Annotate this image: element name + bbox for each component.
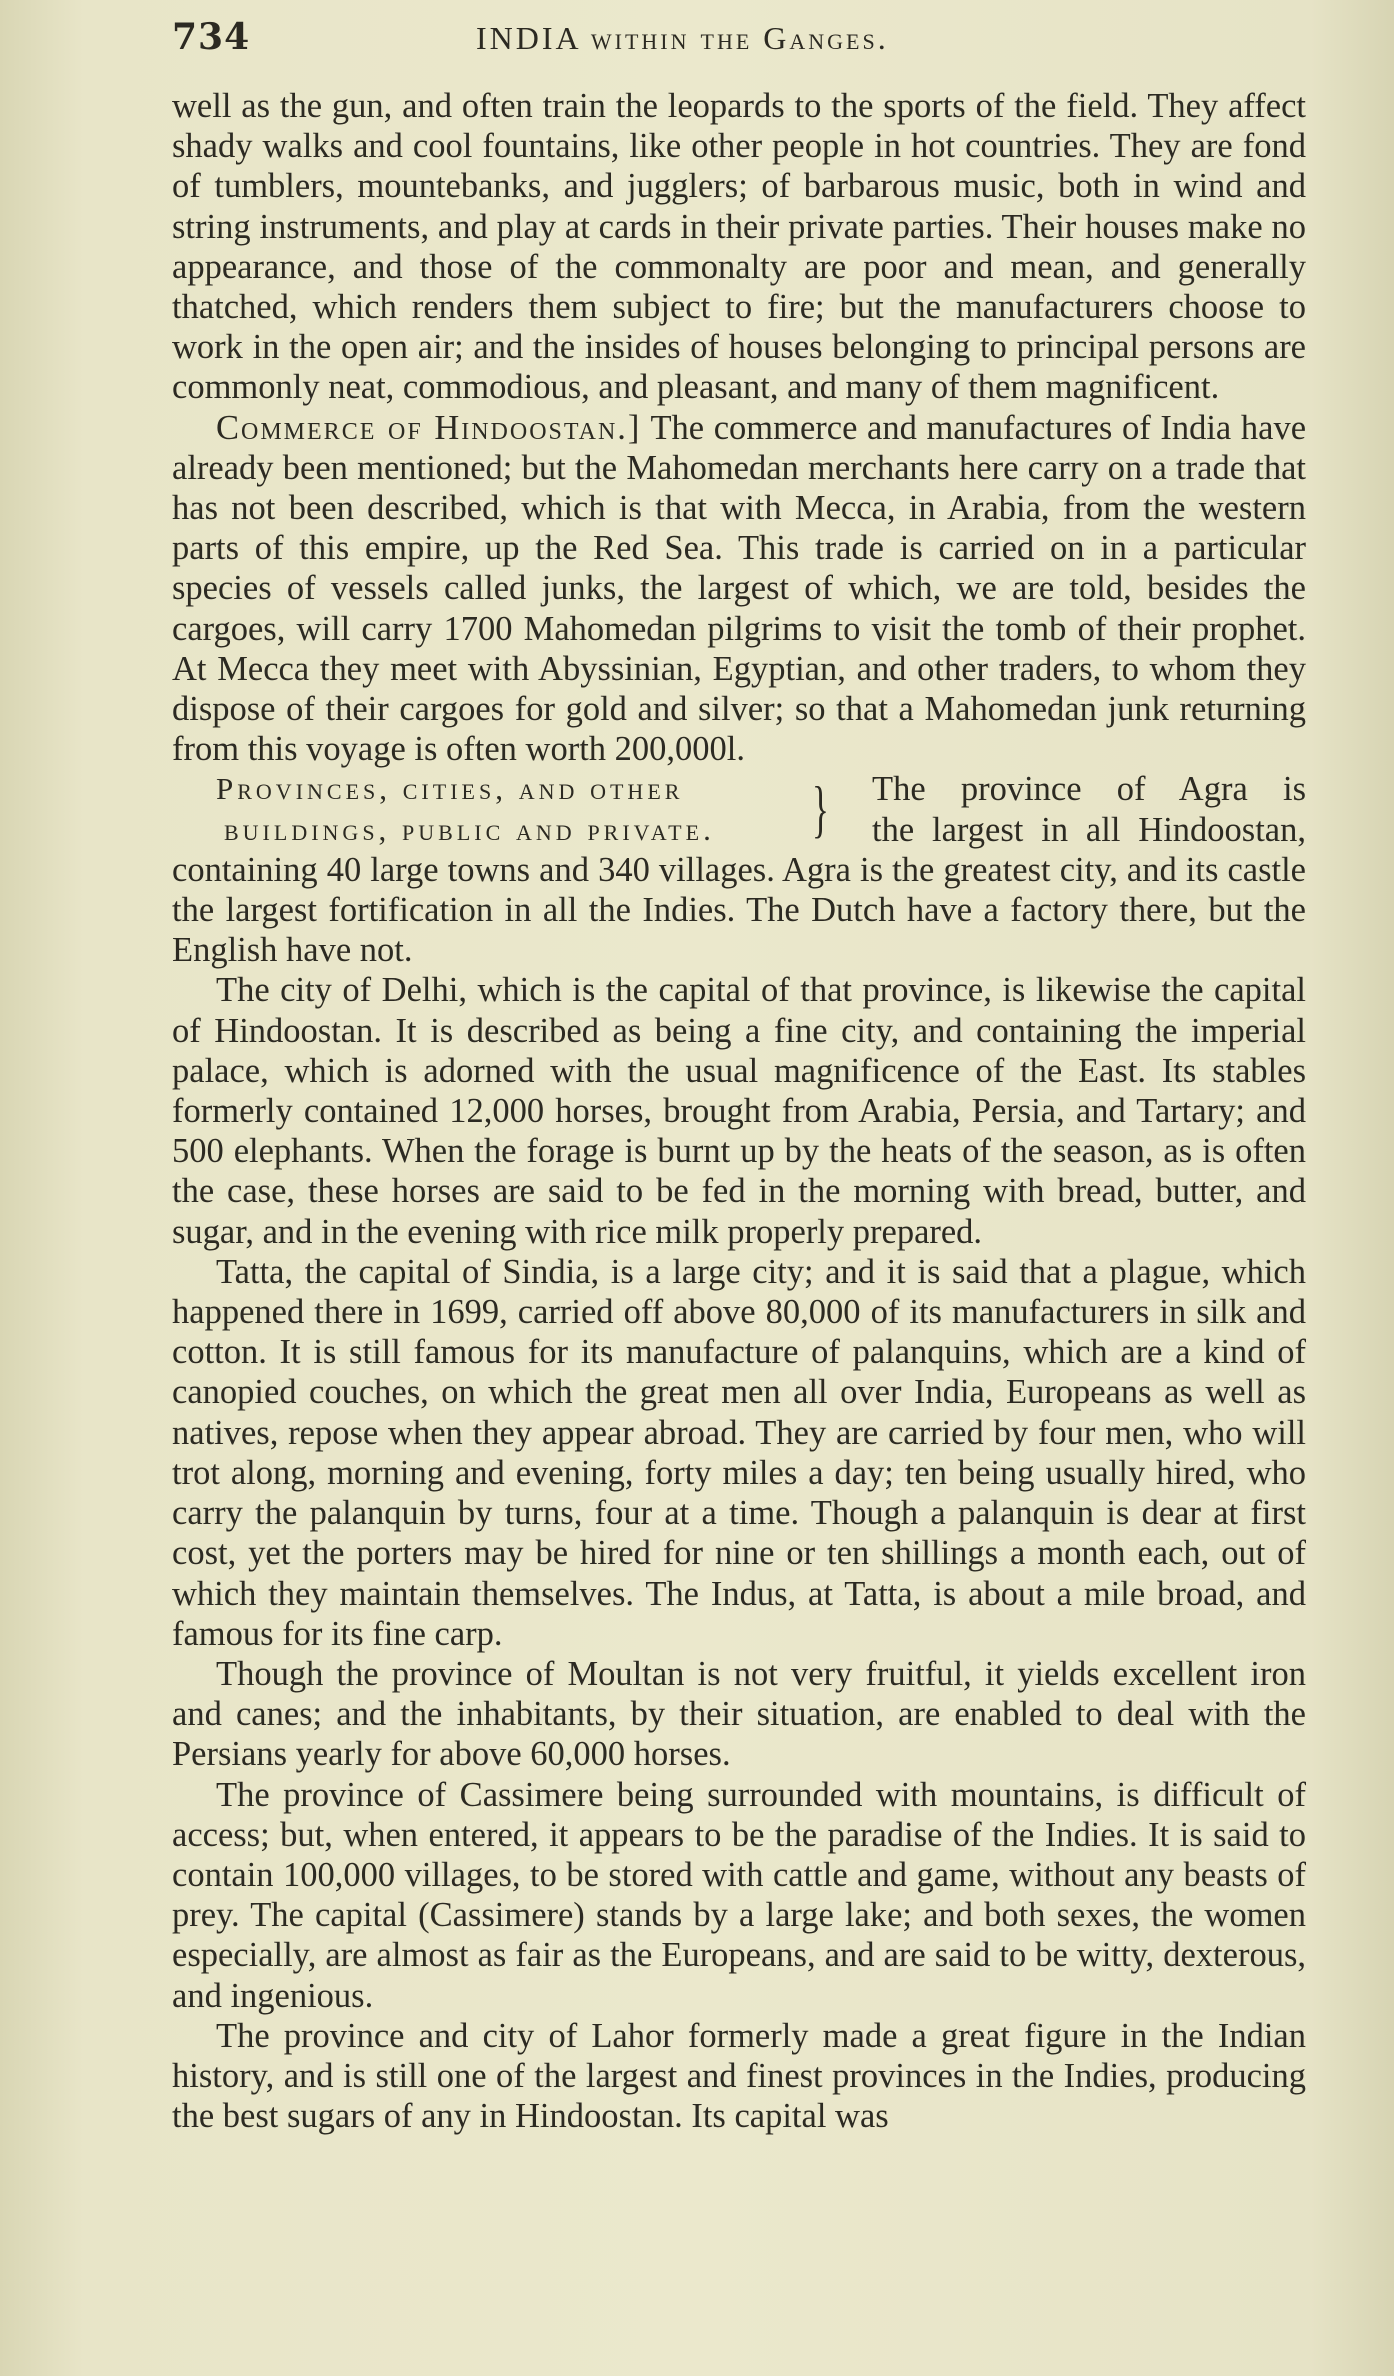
sidenote-line-2: buildings, public and private. xyxy=(224,811,715,847)
side-line-2: the largest in all Hindoostan, xyxy=(872,810,1306,849)
paragraph-text: containing 40 large towns and 340 villages. Agra is the greatest city, and its castle the largest fortification in all the Indies. The Dutch have a factory there, but the English have not. xyxy=(172,850,1306,970)
paragraph-text: Tatta, the capital of Sindia, is a large city; and it is said that a plague, which happened there in 1699, carried off above 80,000 of its manufacturers in silk and cotton. It is still famous for its manufacture of palanquins, which are a kind of canopied couches, on which the great men all over India, Europeans as well as natives, repose when they appear abroad. They are carried by four men, who will trot along, morning and evening, forty miles a day; ten being usually hired, who carry the palanquin by turns, four at a time. Though a palanquin is dear at first cost, yet the porters may be hired for nine or ten shillings a month each, out of which they maintain themselves. The Indus, at Tatta, is about a mile broad, and famous for its fine carp. xyxy=(172,1252,1306,1653)
sidenote-provinces xyxy=(172,769,1306,849)
page-header xyxy=(172,16,1312,66)
paragraph-lahor xyxy=(172,2016,1306,2137)
section-heading-commerce: Commerce of Hindoostan.] xyxy=(216,408,642,447)
paragraph-text: The province of Cassimere being surrounded with mountains, is difficult of access; but, when entered, it appears to be the paradise of the Indies. It is said to contain 100,000 villages, to be stored with cattle and game, without any beasts of prey. The capital (Cassimere) stands by a large lake; and both sexes, the women especially, are almost as fair as the Europeans, and are said to be witty, dexterous, and ingenious. xyxy=(172,1775,1306,2015)
paragraph-leisure xyxy=(172,86,1306,408)
paragraph-agra xyxy=(172,850,1306,971)
running-head: INDIA within the Ganges. xyxy=(476,20,889,56)
paragraph-text: Though the province of Moultan is not very fruitful, it yields excellent iron and canes; and the inhabitants, by their situation, are enabled to deal with the Persians yearly for above 60,000 horses. xyxy=(172,1654,1306,1774)
paragraph-delhi xyxy=(172,970,1306,1251)
side-line-1: The province of Agra is xyxy=(872,770,1306,809)
sidenote-adjacent-text xyxy=(872,769,1306,849)
paragraph-text: The city of Delhi, which is the capital of that province, is likewise the capital of Hindoostan. It is described as being a fine city, and containing the imperial palace, which is adorned with the usual magnificence of the East. Its stables formerly contained 12,000 horses, brought from Arabia, Persia, and Tartary; and 500 elephants. When the forage is burnt up by the heats of the season, as is often the case, these horses are said to be fed in the morning with bread, butter, and sugar, and in the evening with rice milk properly prepared. xyxy=(172,971,1306,1251)
paragraph-text: The commerce and manufactures of India have already been mentioned; but the Mahomedan merchants here carry on a trade that has not been described, which is that with Mecca, in Arabia, from the western parts of this empire, up the Red Sea. This trade is carried on in a particular species of vessels called junks, the largest of which, we are told, besides the cargoes, will carry 1700 Mahomedan pilgrims to visit the tomb of their prophet. At Mecca they meet with Abyssinian, Egyptian, and other traders, to whom they dispose of their cargoes for gold and silver; so that a Mahomedan junk returning from this voyage is often worth 200,000l. xyxy=(172,408,1307,769)
paragraph-moultan xyxy=(172,1654,1306,1775)
body-text xyxy=(172,86,1306,2136)
page-number: 734 xyxy=(172,16,251,58)
paragraph-cassimere xyxy=(172,1775,1306,2016)
paragraph-commerce xyxy=(172,408,1306,770)
paragraph-tatta xyxy=(172,1252,1306,1654)
brace-mark: } xyxy=(812,773,829,845)
paragraph-text: The province and city of Lahor formerly made a great figure in the Indian history, and is still one of the largest and finest provinces in the Indies, producing the best sugars of any in Hindoostan. Its capital was xyxy=(172,2016,1306,2136)
sidenote-line-1: Provinces, cities, and other xyxy=(216,771,684,807)
paragraph-text: well as the gun, and often train the leopards to the sports of the field. They affect shady walks and cool fountains, like other people in hot countries. They are fond of tumblers, mountebanks, and jugglers; of barbarous music, both in wind and string instruments, and play at cards in their private parties. Their houses make no appearance, and those of the commonalty are poor and mean, and generally thatched, which renders them subject to fire; but the manufacturers choose to work in the open air; and the insides of houses belonging to principal persons are commonly neat, commodious, and pleasant, and many of them magnificent. xyxy=(172,87,1306,407)
